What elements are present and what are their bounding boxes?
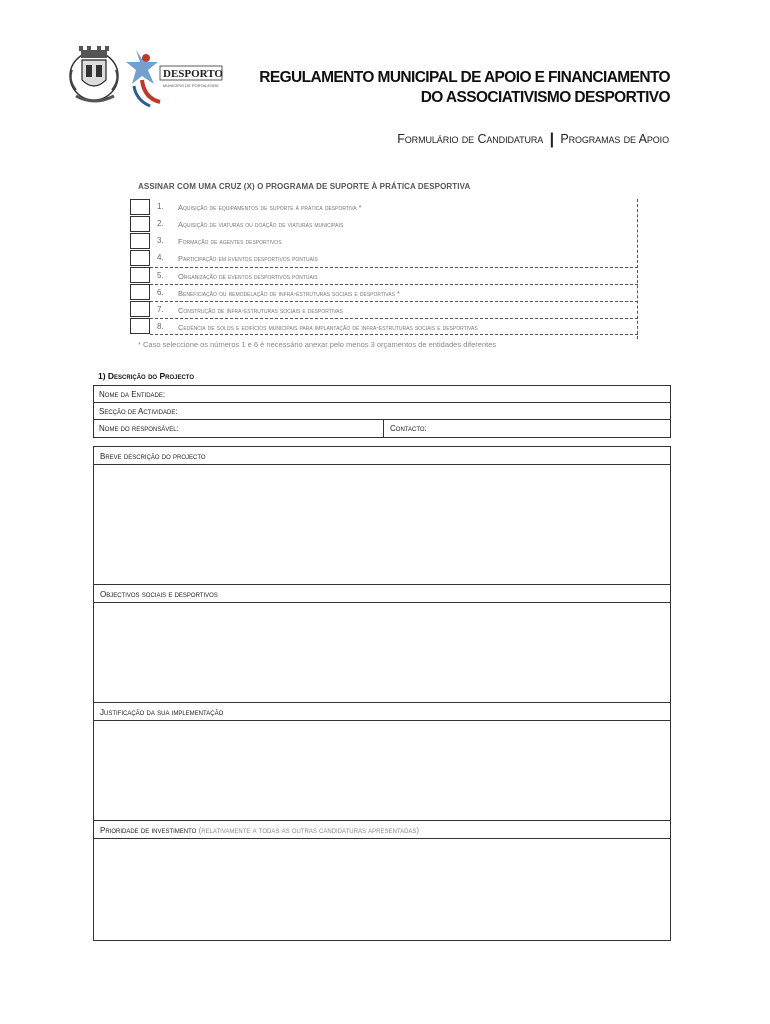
program-item [150,267,638,284]
program-label: Beneficiação ou remodelação de infra-estruturas sociais e desportivas * [178,289,400,298]
program-number: 7. [157,305,164,314]
justification-label-row [94,703,670,721]
program-item [150,301,638,318]
program-number: 4. [157,253,164,262]
subtitle-left: Formulário de Candidatura [397,132,544,146]
program-checkbox-8[interactable] [130,318,150,334]
program-checkbox-2[interactable] [130,216,150,232]
document-subtitle [397,130,669,148]
priority-field[interactable] [94,839,670,940]
subtitle-right: Programas de Apoio [560,132,669,146]
municipal-crest-icon [64,40,234,112]
program-item [150,233,638,250]
program-number: 8. [157,322,164,331]
programs-footnote: * Caso seleccione os números 1 e 6 é necessário anexar pelo menos 3 orçamentos de entidades diferentes [138,340,497,349]
desporto-logo-text: DESPORTO [163,68,223,80]
program-label: Formação de agentes desportivos [178,237,282,246]
justification-field[interactable] [94,721,670,821]
program-item [150,318,638,335]
description-field[interactable] [94,465,670,585]
program-label: Cedência de solos e edifícios municipais para implantação de infra-estruturas sociais e desportivas [178,323,478,332]
description-label-row [94,447,670,465]
entity-name-row[interactable] [94,386,670,403]
entity-info-table [93,385,671,438]
responsible-row [94,420,670,437]
justification-label: Justificação da sua implementação [100,708,224,717]
document-title [230,68,670,108]
program-number: 6. [157,288,164,297]
contact-label: Contacto: [390,424,427,433]
description-label: Breve descrição do projecto [100,452,206,461]
responsible-label: Nome do responsável: [99,424,179,433]
priority-label-row [94,821,670,839]
logos [64,40,234,112]
program-number: 3. [157,236,164,245]
project-details-table [93,446,671,941]
activity-section-row[interactable] [94,403,670,420]
subtitle-separator: | [549,131,554,148]
program-number: 2. [157,219,164,228]
priority-note: (relativamente a todas as outras candidaturas apresentadas) [198,826,420,835]
program-checkbox-3[interactable] [130,233,150,249]
priority-label-wrap [100,826,419,835]
column-divider [383,420,384,437]
program-label: Participação em eventos desportivos pontuais [178,254,318,263]
program-label: Aquisição de viaturas ou doação de viaturas municipais [178,220,344,229]
program-list-border [637,199,638,339]
program-label: Construção de infra-estruturas sociais e desportivas [178,306,343,315]
program-list [150,199,638,335]
section-heading: 1) Descrição do Projecto [98,371,195,381]
program-number: 1. [157,202,164,211]
programs-instruction: ASSINAR COM UMA CRUZ (X) O PROGRAMA DE SUPORTE À PRÁTICA DESPORTIVA [138,182,471,191]
entity-name-label: Nome da Entidade: [99,390,166,399]
objectives-label-row [94,585,670,603]
activity-section-label: Secção de Actividade: [99,407,178,416]
objectives-field[interactable] [94,603,670,703]
program-checkbox-1[interactable] [130,199,150,215]
program-checkbox-4[interactable] [130,250,150,266]
program-checkbox-6[interactable] [130,284,150,300]
priority-label: Prioridade de investimento [100,826,197,835]
program-label: Organização de eventos desportivos pontuais [178,272,318,281]
program-checkbox-5[interactable] [130,267,150,283]
program-checkboxes [130,199,150,335]
program-number: 5. [157,271,164,280]
program-item [150,284,638,301]
title-line-1: REGULAMENTO MUNICIPAL DE APOIO E FINANCIAMENTO [259,69,670,86]
program-item [150,216,638,233]
program-item [150,250,638,267]
program-label: Aquisição de equipamentos de suporte à prática desportiva * [178,203,362,212]
desporto-logo-subtext: MUNICÍPIO DE PORTALEGRE [163,83,219,88]
title-line-2: DO ASSOCIATIVISMO DESPORTIVO [420,89,670,106]
objectives-label: Objectivos sociais e desportivos [100,590,218,599]
program-checkbox-7[interactable] [130,301,150,317]
program-item [150,199,638,216]
